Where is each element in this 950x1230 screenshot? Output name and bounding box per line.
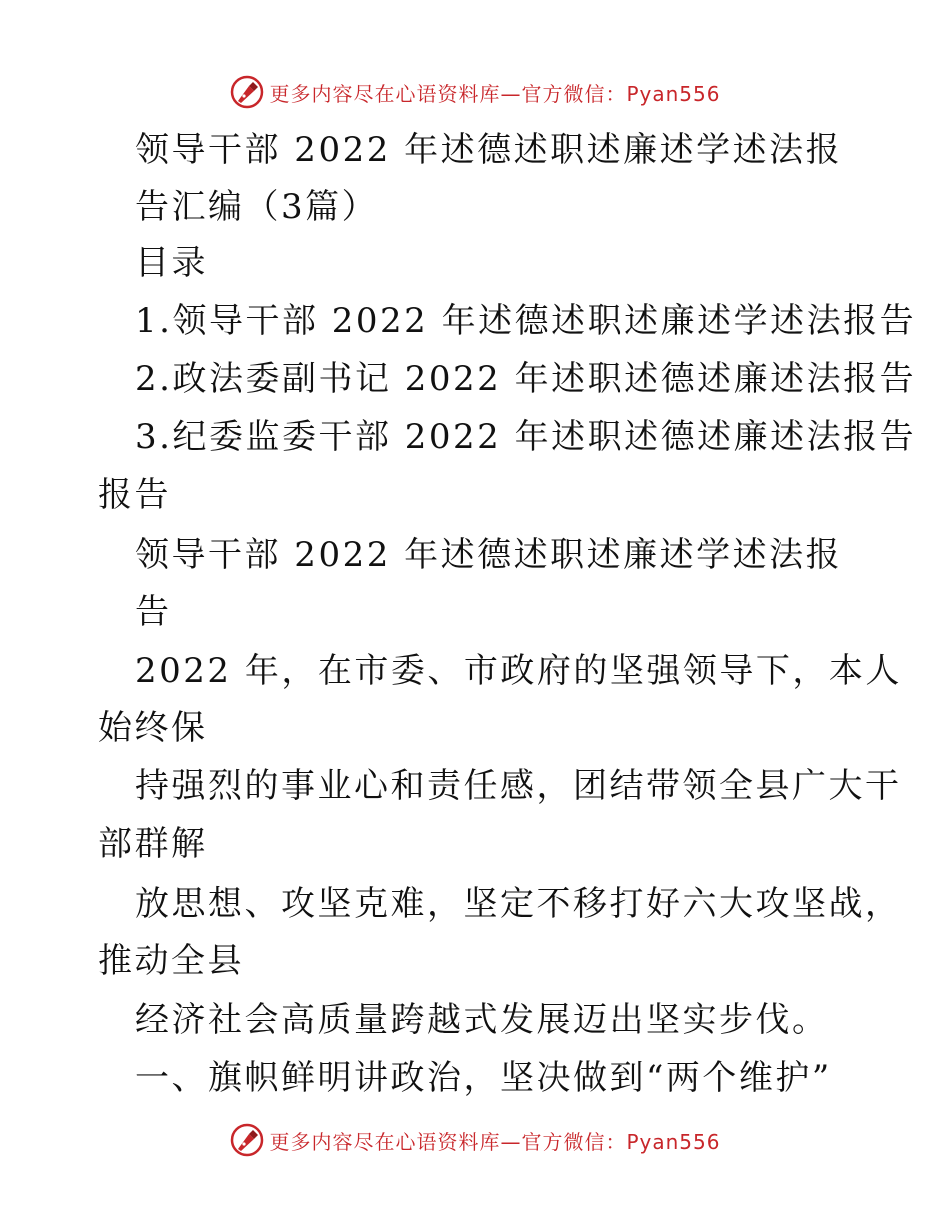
toc-item-3-wrap: 报告 <box>98 475 171 515</box>
paragraph-line: 放思想、攻坚克难，坚定不移打好六大攻坚战， <box>135 884 902 924</box>
footer-banner <box>0 1118 950 1162</box>
section-title-line-2: 告 <box>135 592 172 632</box>
paragraph-line: 2022 年，在市委、市政府的坚强领导下，本人 <box>135 651 902 691</box>
pen-nib-logo-icon <box>229 1122 265 1158</box>
toc-item-1: 1.领导干部 2022 年述德述职述廉述学述法报告 <box>135 301 917 341</box>
section-title-line-1: 领导干部 2022 年述德述职述廉述学述法报 <box>135 535 843 575</box>
toc-item-2: 2.政法委副书记 2022 年述职述德述廉述法报告 <box>135 359 917 399</box>
toc-heading: 目录 <box>135 243 208 283</box>
toc-item-3: 3.纪委监委干部 2022 年述职述德述廉述法报告 <box>135 417 917 457</box>
paragraph-line: 经济社会高质量跨越式发展迈出坚实步伐。 <box>135 1000 829 1040</box>
paragraph-line: 持强烈的事业心和责任感，团结带领全县广大干 <box>135 766 902 806</box>
banner-text: 更多内容尽在心语资料库—官方微信：Pyan556 <box>269 81 721 106</box>
section-heading-1: 一、旗帜鲜明讲政治，坚决做到“两个维护” <box>135 1058 832 1098</box>
paragraph-line: 始终保 <box>98 708 208 748</box>
paragraph-line: 推动全县 <box>98 941 244 981</box>
doc-title-line-1: 领导干部 2022 年述德述职述廉述学述法报 <box>135 130 843 170</box>
paragraph-line: 部群解 <box>98 824 208 864</box>
pen-nib-logo-icon <box>229 74 265 110</box>
doc-title-line-2: 告汇编（3篇） <box>135 187 379 227</box>
banner-text: 更多内容尽在心语资料库—官方微信：Pyan556 <box>269 1129 721 1154</box>
header-banner <box>0 70 950 114</box>
